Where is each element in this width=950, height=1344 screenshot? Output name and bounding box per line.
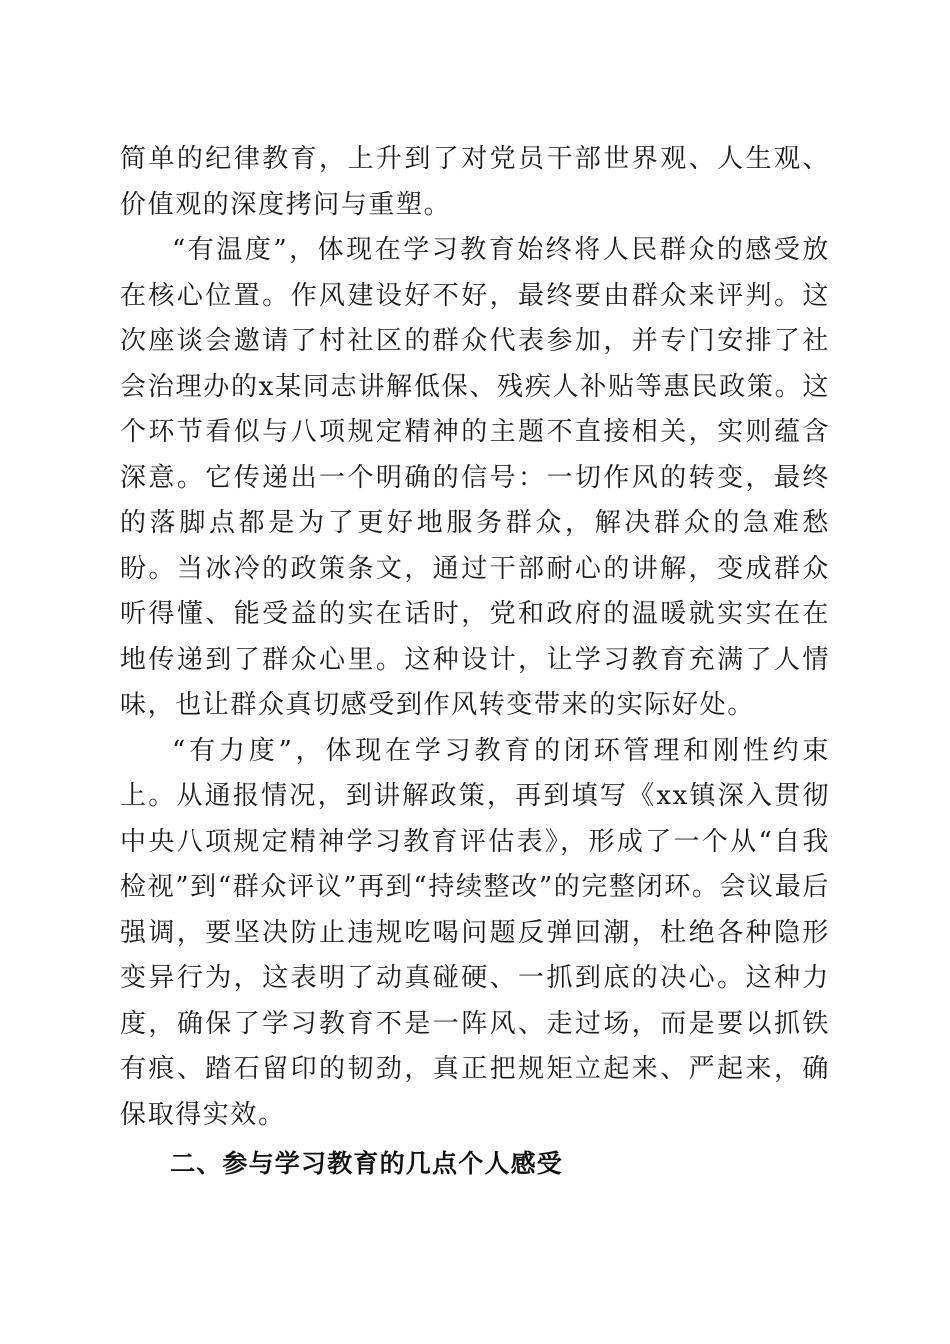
paragraph-continuation: 简单的纪律教育，上升到了对党员干部世界观、人生观、价值观的深度拷问与重塑。 [120,144,830,220]
paragraph-strength: “有力度”，体现在学习教育的闭环管理和刚性约束上。从通报情况，到讲解政策，再到填写《xx镇深入贯彻中央八项规定精神学习教育评估表》，形成了一个从“自我检视”到“群众评议”再到“持续整改”的完整闭环。会议最后强调，要坚决防止违规吃喝问题反弹回潮，杜绝各种隐形变异行为，这表明了动真碰硬、一抓到底的决心。这种力度，确保了学习教育不是一阵风、走过场，而是要以抓铁有痕、踏石留印的韧劲，真正把规矩立起来、严起来，确保取得实效。 [120,735,830,1130]
paragraph-warmth: “有温度”，体现在学习教育始终将人民群众的感受放在核心位置。作风建设好不好，最终要由群众来评判。这次座谈会邀请了村社区的群众代表参加，并专门安排了社会治理办的x某同志讲解低保、残疾人补贴等惠民政策。这个环节看似与八项规定精神的主题不直接相关，实则蕴含深意。它传递出一个明确的信号：一切作风的转变，最终的落脚点都是为了更好地服务群众，解决群众的急难愁盼。当冰冷的政策条文，通过干部耐心的讲解，变成群众听得懂、能受益的实在话时，党和政府的温暖就实实在在地传递到了群众心里。这种设计，让学习教育充满了人情味，也让群众真切感受到作风转变带来的实际好处。 [120,235,830,720]
document-body [120,137,830,1188]
section-heading: 二、参与学习教育的几点个人感受 [170,1149,564,1178]
